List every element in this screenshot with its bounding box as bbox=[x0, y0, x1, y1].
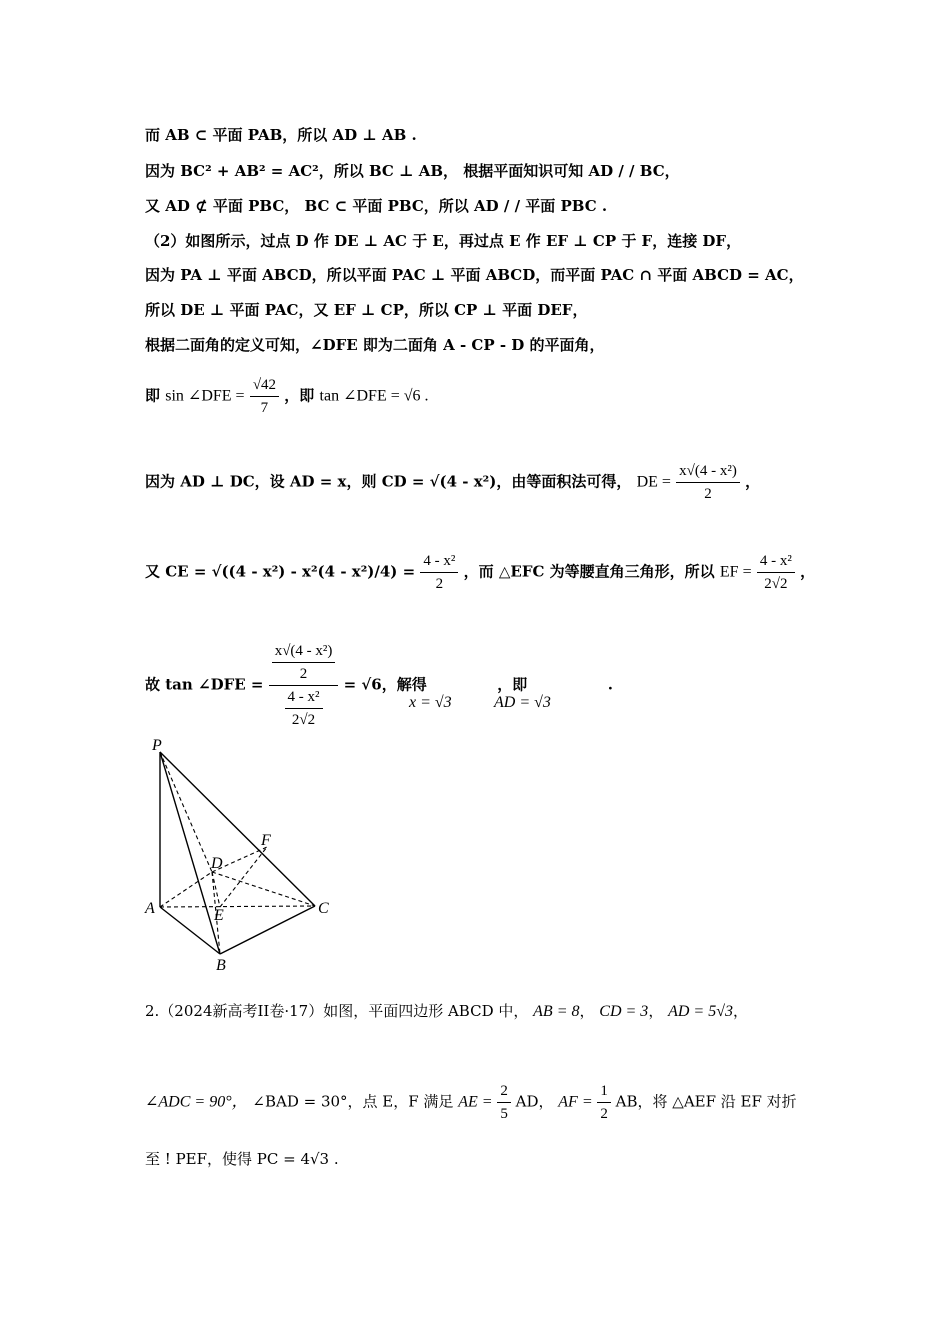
text-line-4: （2）如图所示，过点 D 作 DE ⊥ AC 于 E，再过点 E 作 EF ⊥ CP 于 F，连接 DF， bbox=[145, 232, 742, 250]
edge-bc bbox=[220, 906, 315, 954]
text-line-11: 故 tan ∠DFE = $\frac{\frac{\text{x√(4 - x²)}}{2}}{\frac{\text{4 - x²}}{2√2}}$ = √6，解得 ，即 . bbox=[145, 640, 613, 731]
label-b: B bbox=[216, 957, 226, 974]
solution-x: x = √3 bbox=[409, 694, 452, 711]
label-d: D bbox=[211, 855, 223, 872]
label-a: A bbox=[145, 900, 155, 917]
problem-2-line-3: 至 ! PEF，使得 PC = 4√3 . bbox=[145, 1150, 339, 1168]
text-line-5: 因为 PA ⊥ 平面 ABCD，所以平面 PAC ⊥ 平面 ABCD，而平面 PAC ∩ 平面 ABCD = AC， bbox=[145, 266, 804, 284]
label-c: C bbox=[318, 900, 329, 917]
text-line-3: 又 AD ⊄ 平面 PBC， BC ⊂ 平面 PBC，所以 AD / / 平面 PBC . bbox=[145, 197, 608, 215]
edge-dc bbox=[212, 872, 315, 906]
solution-ad: AD = √3 bbox=[494, 694, 551, 711]
label-e: E bbox=[214, 907, 224, 924]
edge-ac bbox=[160, 906, 315, 907]
label-f: F bbox=[261, 832, 271, 849]
text-line-8: 即 sin ∠DFE = $\frac{√42}{7}$ ，即 tan ∠DFE = √6 . bbox=[145, 374, 429, 419]
edge-ab bbox=[160, 907, 220, 954]
text-line-9: 因为 AD ⊥ DC，设 AD = x，则 CD = √(4 - x²)，由等面积法可得， DE = $\frac{\text{x√(4 - x²)}}{2}$ ， bbox=[145, 460, 760, 505]
text-line-10: 又 CE = √((4 - x²) - x²(4 - x²)/4) = $\frac{\text{4 - x²}}{2}$ ，而 △EFC 为等腰直角三角形，所以 EF = $\frac{\text{4 - x²}}{2√2}$ ， bbox=[145, 550, 815, 595]
problem-2-line-1: 2.（2024新高考II卷·17）如图，平面四边形 ABCD 中， AB = 8， CD = 3， AD = 5√3， bbox=[145, 1002, 749, 1020]
text-line-6: 所以 DE ⊥ 平面 PAC，又 EF ⊥ CP，所以 CP ⊥ 平面 DEF， bbox=[145, 301, 588, 319]
edge-pd bbox=[160, 752, 212, 872]
text-line-1: 而 AB ⊂ 平面 PAB，所以 AD ⊥ AB . bbox=[145, 126, 417, 144]
pyramid-figure bbox=[140, 730, 360, 980]
text-line-7: 根据二面角的定义可知，∠DFE 即为二面角 A - CP - D 的平面角， bbox=[145, 336, 605, 354]
problem-2-line-2: ∠ADC = 90°， ∠BAD = 30°，点 E，F 满足 AE = $\frac{2}{5}$ AD， AF = $\frac{1}{2}$ AB，将 △AEF 沿 EF 对折 bbox=[145, 1080, 797, 1125]
text-line-2: 因为 BC² + AB² = AC²，所以 BC ⊥ AB， 根据平面知识可知 AD / / BC， bbox=[145, 162, 680, 180]
label-p: P bbox=[152, 737, 162, 754]
